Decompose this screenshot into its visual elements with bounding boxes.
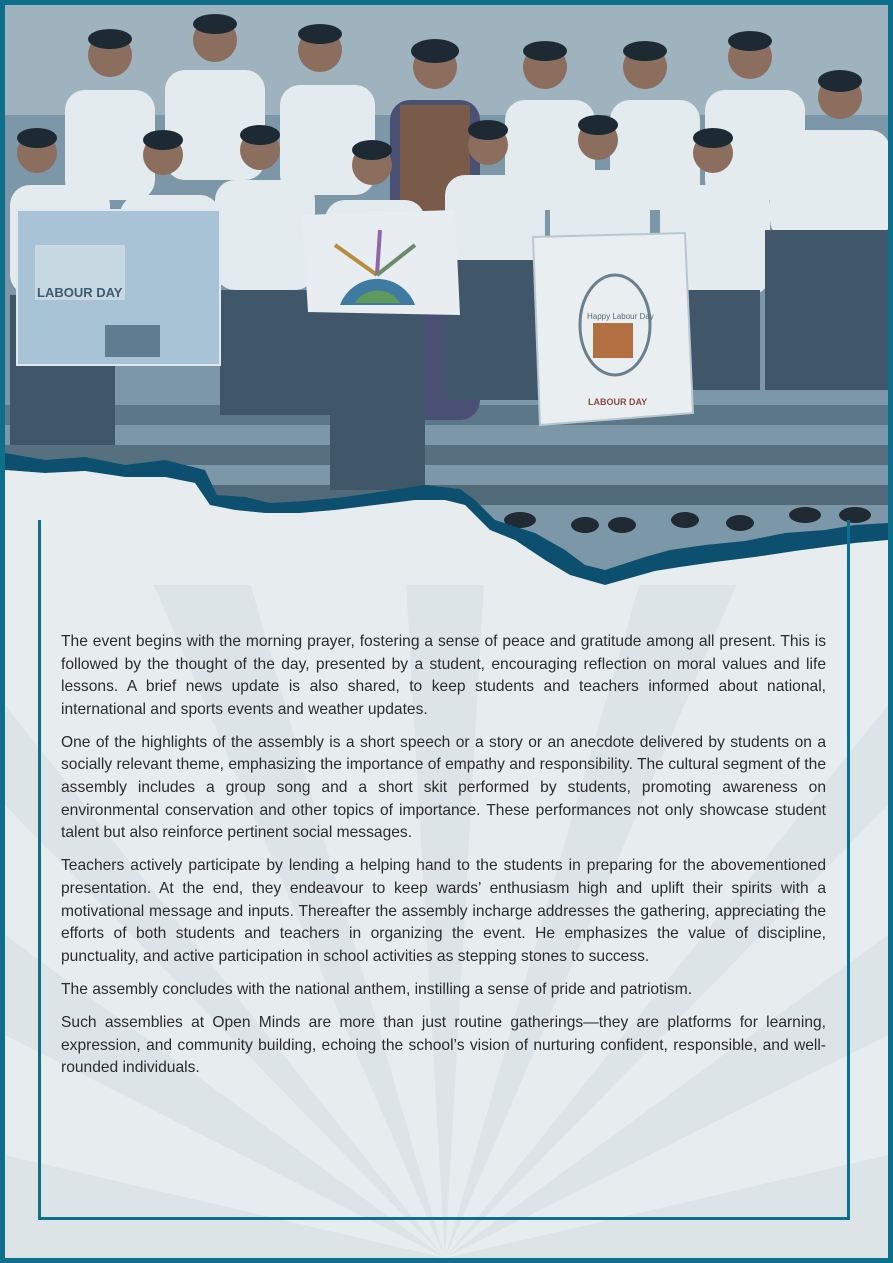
poster-right — [533, 233, 693, 425]
paragraph-1: The event begins with the morning prayer, fostering a sense of peace and gratitude among all present. This is followed by the thought of the day, presented by a student, encouraging reflection on moral values and life lessons. A brief news update is also shared, to keep students and teachers informed about national, international and sports events and weather updates. — [61, 633, 826, 718]
paragraph-4: The assembly concludes with the national anthem, instilling a sense of pride and patriotism. — [61, 980, 693, 998]
paragraph-5: Such assemblies at Open Minds are more than just routine gatherings—they are platforms for learning, expression, and community building, echoing the school’s vision of nurturing confident, responsible, and well-rounded individuals. — [61, 1013, 826, 1077]
poster-left-text: LABOUR DAY — [37, 285, 123, 300]
group-photo — [5, 5, 888, 585]
poster-middle — [302, 210, 460, 315]
poster-right-banner: Happy Labour Day — [587, 312, 654, 321]
poster-left — [17, 210, 220, 365]
article-body — [61, 631, 826, 1090]
poster-right-text: LABOUR DAY — [588, 397, 648, 407]
paragraph-3: Teachers actively participate by lending a helping hand to the students in preparing for the abovementioned presentation. At the end, they endeavour to keep wards’ enthusiasm high and uplift their spirits with a motivational message and inputs. Thereafter the assembly incharge addresses the gathering, appreciating the efforts of both students and teachers in organizing the event. He emphasizes the value of discipline, punctuality, and active participation in school activities as stepping stones to success. — [61, 857, 826, 965]
paragraph-2: One of the highlights of the assembly is a short speech or a story or an anecdote delivered by students on a socially relevant theme, emphasizing the importance of empathy and responsibility. The cultural segment of the assembly includes a group song and a short skit performed by students, promoting awareness on environmental conservation and other topics of importance. These performances not only showcase student talent but also reinforce pertinent social messages. — [61, 733, 826, 842]
